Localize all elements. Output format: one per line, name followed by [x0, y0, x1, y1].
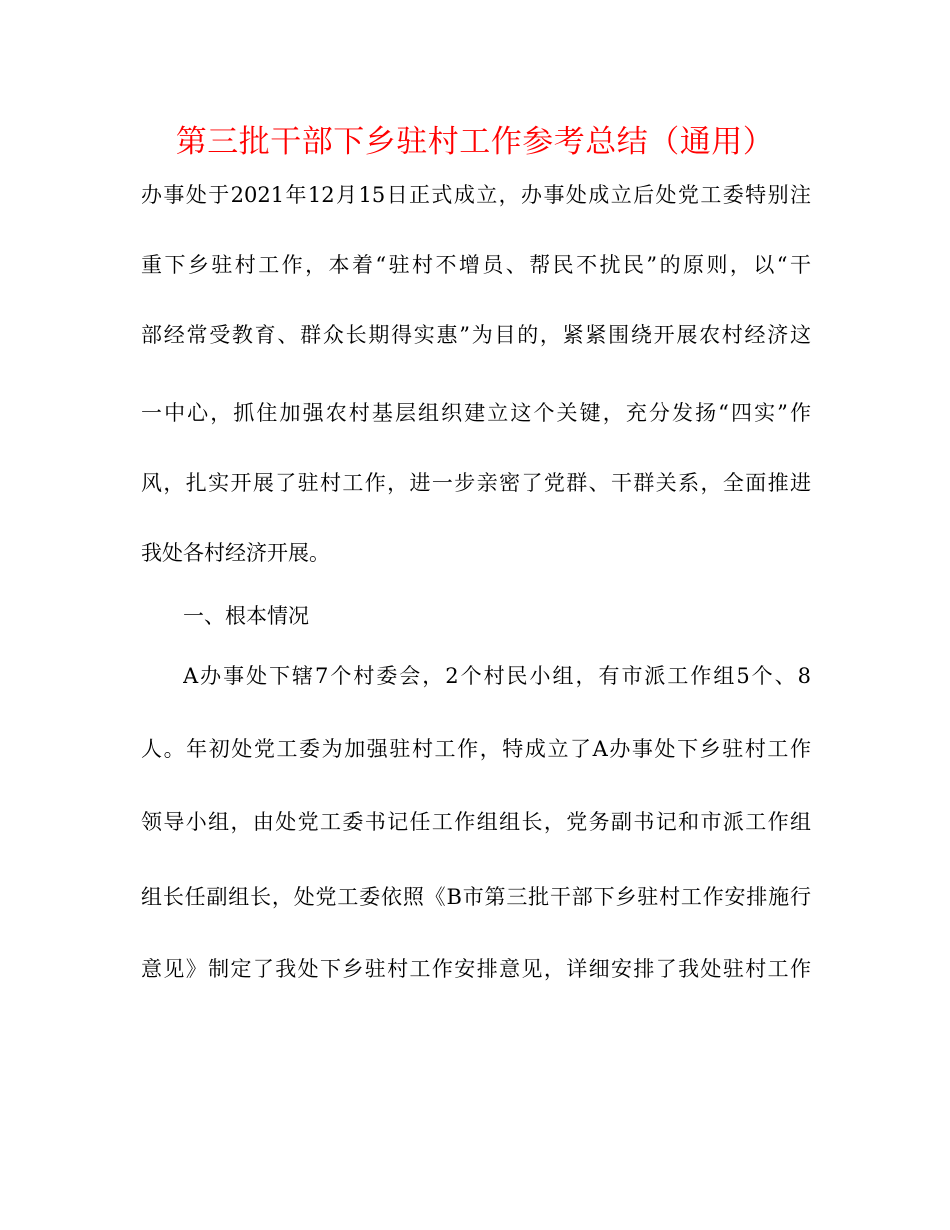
paragraph-3-line-2: 人。年初处党工委为加强驻村工作，特成立了A办事处下乡驻村工作 [141, 737, 811, 761]
paragraph-3-line-3: 领导小组，由处党工委书记任工作组组长，党务副书记和市派工作组 [141, 810, 811, 834]
paragraph-1-line-4: 一中心，抓住加强农村基层组织建立这个关键，充分发扬“四实”作 [141, 401, 811, 425]
paragraph-1-line-3: 部经常受教育、群众长期得实惠”为目的，紧紧围绕开展农村经济这 [141, 323, 811, 347]
paragraph-3-line-1: A办事处下辖7个村委会，2个村民小组，有市派工作组5个、8 [183, 664, 811, 688]
paragraph-3-line-4: 组长任副组长，处党工委依照《B市第三批干部下乡驻村工作安排施行 [141, 885, 811, 909]
paragraph-1-line-2: 重下乡驻村工作，本着“驻村不增员、帮民不扰民”的原则，以“干 [141, 253, 811, 277]
section-heading-basic-situation: 一、根本情况 [183, 604, 309, 628]
paragraph-1-line-6: 我处各村经济开展。 [141, 541, 330, 565]
paragraph-1-line-1: 办事处于2021年12月15日正式成立，办事处成立后处党工委特别注 [141, 183, 811, 207]
document-title: 第三批干部下乡驻村工作参考总结（通用） [175, 124, 775, 160]
paragraph-1-line-5: 风，扎实开展了驻村工作，进一步亲密了党群、干群关系，全面推进 [141, 471, 811, 495]
paragraph-3-line-5: 意见》制定了我处下乡驻村工作安排意见，详细安排了我处驻村工作 [141, 957, 811, 981]
